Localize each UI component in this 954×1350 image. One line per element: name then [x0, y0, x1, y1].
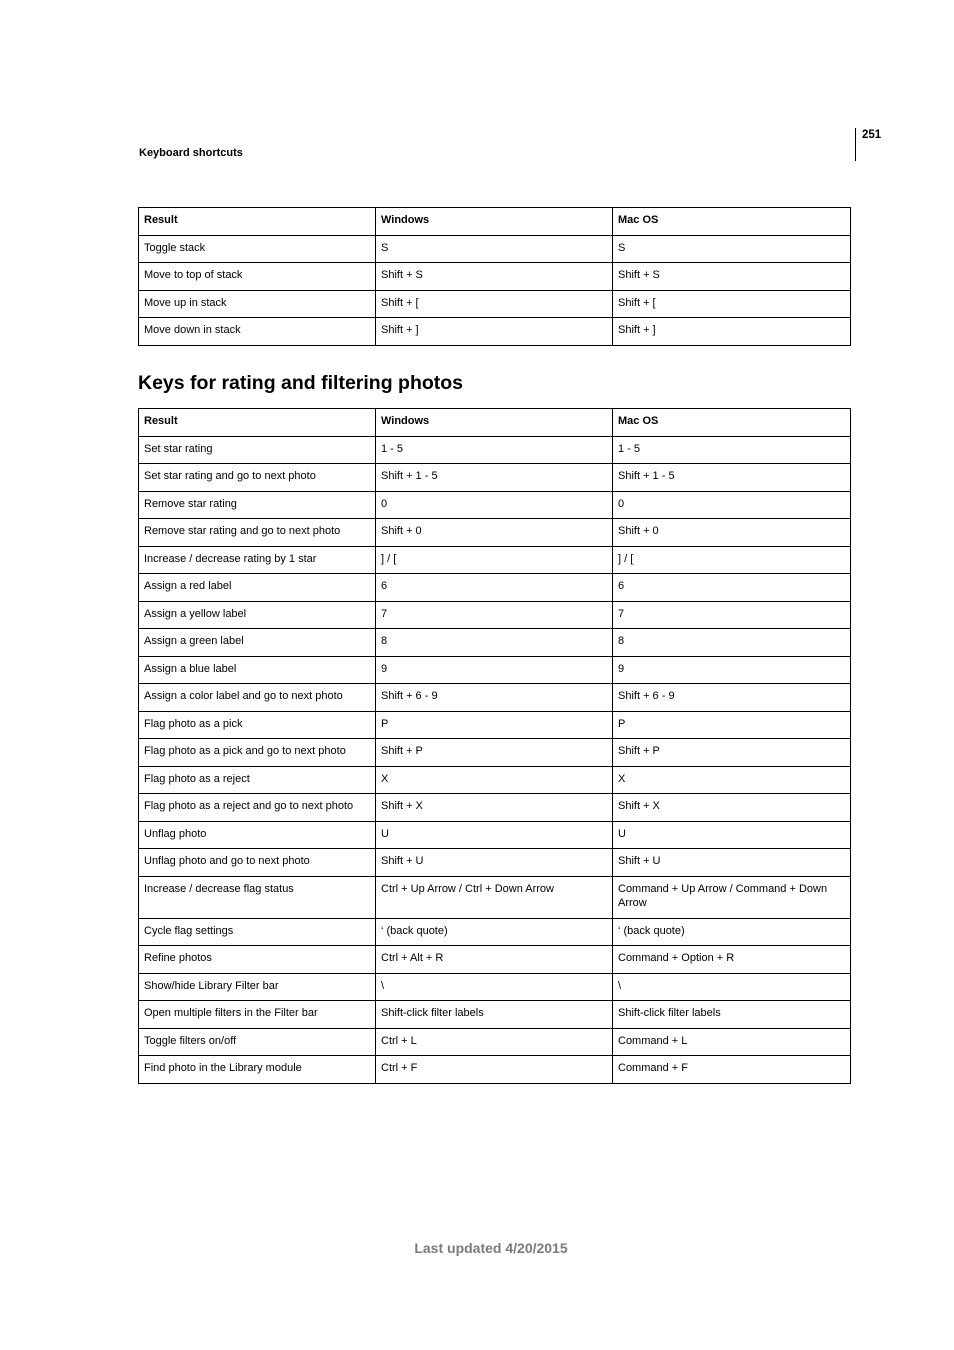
- windows-cell: X: [376, 766, 613, 794]
- result-cell: Assign a blue label: [139, 656, 376, 684]
- result-cell: Toggle filters on/off: [139, 1028, 376, 1056]
- windows-cell: Shift + U: [376, 849, 613, 877]
- running-header: Keyboard shortcuts: [139, 147, 243, 159]
- table-row: [139, 794, 851, 822]
- result-cell: Show/hide Library Filter bar: [139, 973, 376, 1001]
- table-row: [139, 263, 851, 291]
- windows-cell: Shift-click filter labels: [376, 1001, 613, 1029]
- result-cell: Cycle flag settings: [139, 918, 376, 946]
- windows-cell: P: [376, 711, 613, 739]
- windows-cell: 6: [376, 574, 613, 602]
- result-cell: Move down in stack: [139, 318, 376, 346]
- result-cell: Set star rating and go to next photo: [139, 464, 376, 492]
- result-cell: Move up in stack: [139, 290, 376, 318]
- table-row: [139, 290, 851, 318]
- table-row: [139, 318, 851, 346]
- macos-cell: Shift + P: [613, 739, 851, 767]
- macos-cell: 1 - 5: [613, 436, 851, 464]
- windows-cell: Shift + 6 - 9: [376, 684, 613, 712]
- result-cell: Set star rating: [139, 436, 376, 464]
- result-cell: Remove star rating and go to next photo: [139, 519, 376, 547]
- macos-cell: Shift + 6 - 9: [613, 684, 851, 712]
- windows-cell: U: [376, 821, 613, 849]
- result-cell: Refine photos: [139, 946, 376, 974]
- table-row: [139, 821, 851, 849]
- table-row: [139, 491, 851, 519]
- table-row: [139, 601, 851, 629]
- windows-cell: Ctrl + L: [376, 1028, 613, 1056]
- windows-cell: Shift + [: [376, 290, 613, 318]
- table-row: [139, 629, 851, 657]
- windows-cell: Shift + P: [376, 739, 613, 767]
- macos-cell: ] / [: [613, 546, 851, 574]
- table-row: [139, 235, 851, 263]
- table-row: [139, 849, 851, 877]
- table-row: [139, 946, 851, 974]
- result-cell: Assign a red label: [139, 574, 376, 602]
- macos-cell: Shift + X: [613, 794, 851, 822]
- windows-cell: 7: [376, 601, 613, 629]
- windows-cell: 9: [376, 656, 613, 684]
- macos-cell: Shift + 0: [613, 519, 851, 547]
- windows-cell: 1 - 5: [376, 436, 613, 464]
- table-row: [139, 684, 851, 712]
- result-cell: Unflag photo: [139, 821, 376, 849]
- column-header-windows: Windows: [376, 208, 613, 236]
- column-header-macos: Mac OS: [613, 208, 851, 236]
- windows-cell: S: [376, 235, 613, 263]
- table-row: [139, 739, 851, 767]
- result-cell: Remove star rating: [139, 491, 376, 519]
- table-row: [139, 546, 851, 574]
- table-header-row: [139, 208, 851, 236]
- macos-cell: 9: [613, 656, 851, 684]
- rating-filtering-shortcuts-table: [138, 408, 851, 1084]
- windows-cell: \: [376, 973, 613, 1001]
- windows-cell: Shift + ]: [376, 318, 613, 346]
- windows-cell: Ctrl + Alt + R: [376, 946, 613, 974]
- macos-cell: P: [613, 711, 851, 739]
- result-cell: Find photo in the Library module: [139, 1056, 376, 1084]
- stack-shortcuts-table: [138, 207, 851, 346]
- table-row: [139, 973, 851, 1001]
- macos-cell: Command + F: [613, 1056, 851, 1084]
- table-header-row: [139, 409, 851, 437]
- macos-cell: 7: [613, 601, 851, 629]
- macos-cell: 6: [613, 574, 851, 602]
- result-cell: Unflag photo and go to next photo: [139, 849, 376, 877]
- table-row: [139, 918, 851, 946]
- section-heading: Keys for rating and filtering photos: [138, 372, 464, 394]
- macos-cell: Shift + U: [613, 849, 851, 877]
- result-cell: Flag photo as a reject and go to next photo: [139, 794, 376, 822]
- macos-cell: Command + Up Arrow / Command + Down Arrow: [613, 876, 851, 918]
- result-cell: Increase / decrease rating by 1 star: [139, 546, 376, 574]
- result-cell: Flag photo as a pick and go to next photo: [139, 739, 376, 767]
- windows-cell: Ctrl + F: [376, 1056, 613, 1084]
- macos-cell: Shift + [: [613, 290, 851, 318]
- result-cell: Open multiple filters in the Filter bar: [139, 1001, 376, 1029]
- table-row: [139, 1056, 851, 1084]
- column-header-windows: Windows: [376, 409, 613, 437]
- result-cell: Flag photo as a reject: [139, 766, 376, 794]
- result-cell: Assign a yellow label: [139, 601, 376, 629]
- result-cell: Assign a color label and go to next photo: [139, 684, 376, 712]
- windows-cell: ‘ (back quote): [376, 918, 613, 946]
- column-header-result: Result: [139, 208, 376, 236]
- macos-cell: \: [613, 973, 851, 1001]
- windows-cell: Ctrl + Up Arrow / Ctrl + Down Arrow: [376, 876, 613, 918]
- windows-cell: 8: [376, 629, 613, 657]
- table-row: [139, 656, 851, 684]
- macos-cell: ‘ (back quote): [613, 918, 851, 946]
- column-header-macos: Mac OS: [613, 409, 851, 437]
- macos-cell: 0: [613, 491, 851, 519]
- windows-cell: Shift + X: [376, 794, 613, 822]
- table-row: [139, 464, 851, 492]
- macos-cell: Command + Option + R: [613, 946, 851, 974]
- table-row: [139, 1028, 851, 1056]
- windows-cell: Shift + 0: [376, 519, 613, 547]
- table-row: [139, 1001, 851, 1029]
- macos-cell: Shift + 1 - 5: [613, 464, 851, 492]
- macos-cell: Shift + ]: [613, 318, 851, 346]
- macos-cell: 8: [613, 629, 851, 657]
- table-row: [139, 876, 851, 918]
- table-row: [139, 574, 851, 602]
- table-row: [139, 711, 851, 739]
- result-cell: Increase / decrease flag status: [139, 876, 376, 918]
- windows-cell: ] / [: [376, 546, 613, 574]
- result-cell: Assign a green label: [139, 629, 376, 657]
- windows-cell: 0: [376, 491, 613, 519]
- result-cell: Flag photo as a pick: [139, 711, 376, 739]
- column-header-result: Result: [139, 409, 376, 437]
- macos-cell: Shift + S: [613, 263, 851, 291]
- table-row: [139, 766, 851, 794]
- macos-cell: S: [613, 235, 851, 263]
- macos-cell: U: [613, 821, 851, 849]
- macos-cell: Shift-click filter labels: [613, 1001, 851, 1029]
- windows-cell: Shift + S: [376, 263, 613, 291]
- table-row: [139, 519, 851, 547]
- macos-cell: X: [613, 766, 851, 794]
- windows-cell: Shift + 1 - 5: [376, 464, 613, 492]
- macos-cell: Command + L: [613, 1028, 851, 1056]
- result-cell: Toggle stack: [139, 235, 376, 263]
- table-row: [139, 436, 851, 464]
- result-cell: Move to top of stack: [139, 263, 376, 291]
- last-updated-footer: Last updated 4/20/2015: [414, 1240, 568, 1256]
- page-number: 251: [855, 128, 881, 161]
